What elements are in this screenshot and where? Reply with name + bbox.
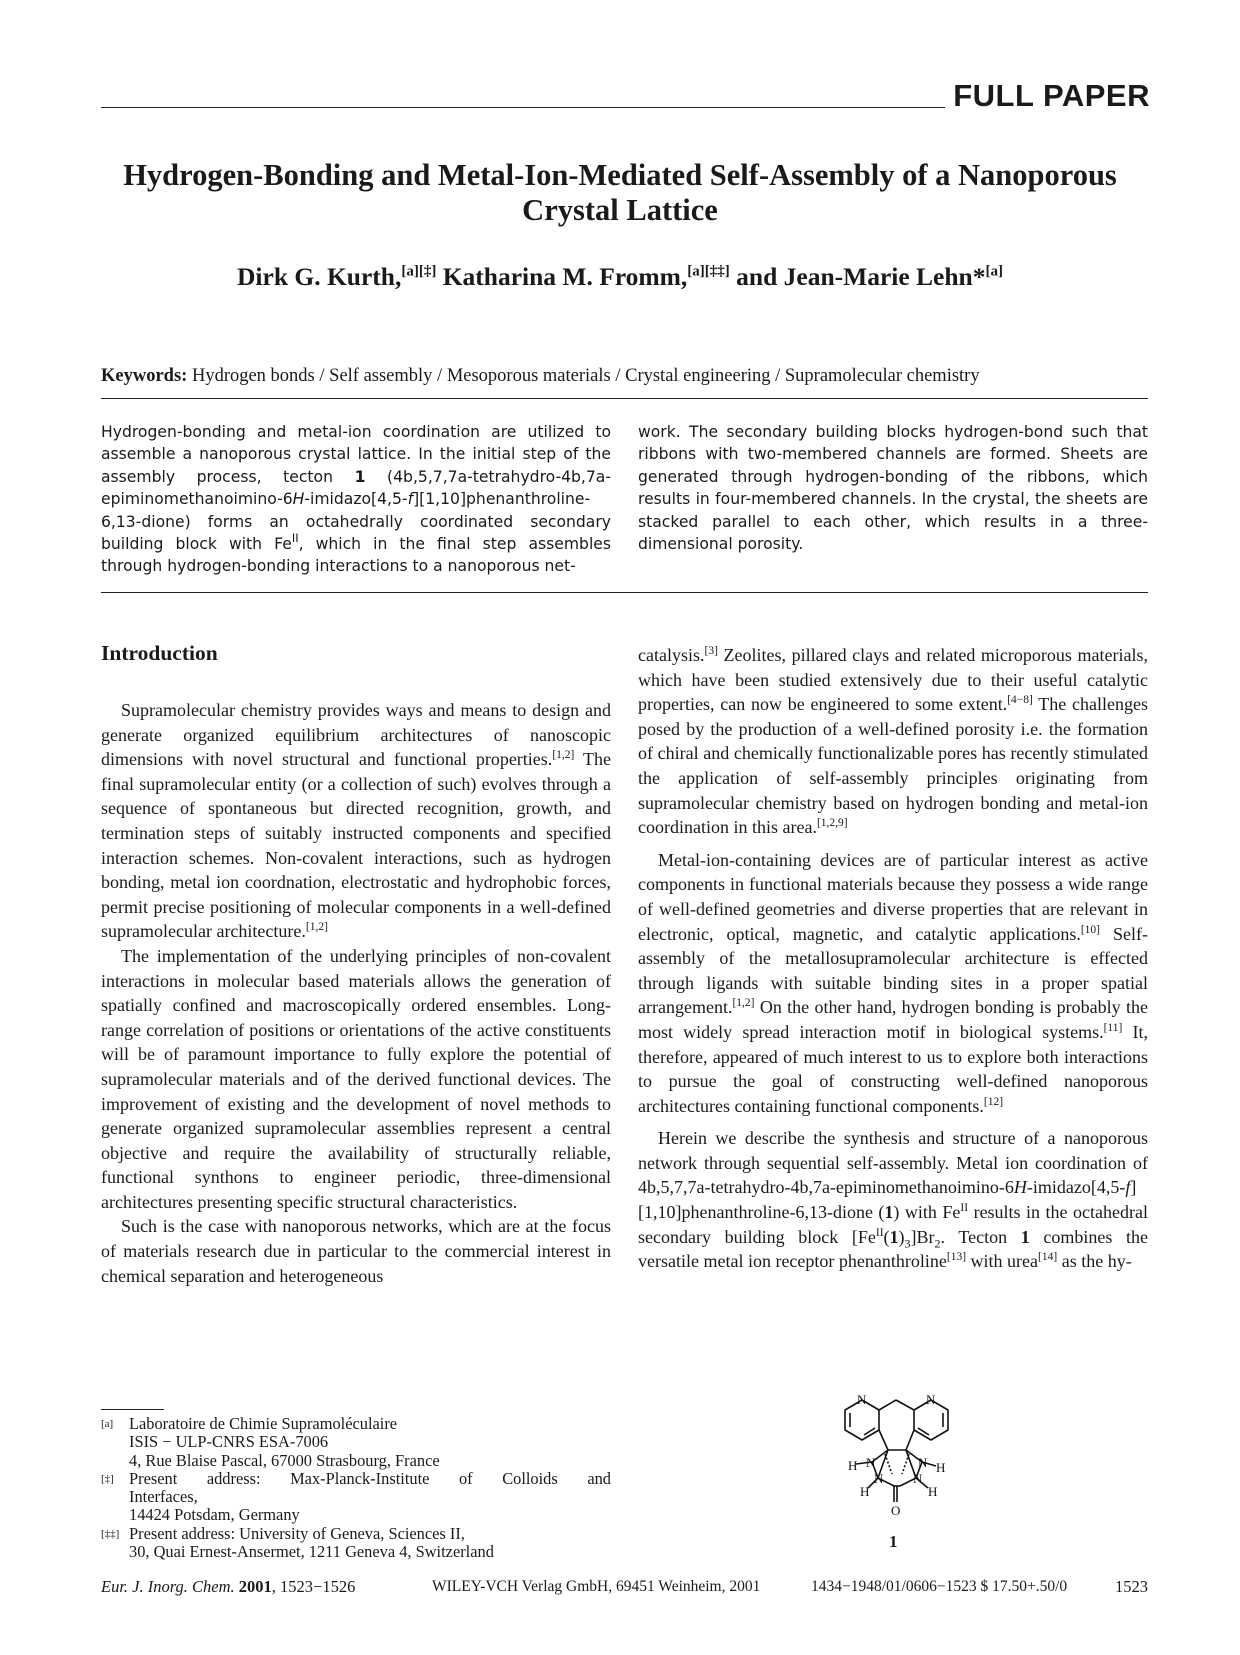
footer-journal: [101, 1577, 355, 1597]
footnote: [101, 1415, 611, 1470]
footnote-mark: [‡]: [101, 1472, 114, 1485]
abstract-italic: f: [407, 490, 414, 509]
journal-pages: , 1523−1526: [271, 1577, 356, 1596]
author-affiliation: [a][‡‡]: [687, 263, 730, 280]
bond: [879, 1400, 896, 1410]
footnote-line: ISIS − ULP-CNRS ESA-7006: [129, 1432, 329, 1452]
footnote: [101, 1525, 611, 1562]
bond: [896, 1400, 914, 1410]
abstract-text: work. The secondary building blocks hydrogen-bond such that ribbons with two-membered channels are formed. Sheets are generated through hydrogen-bonding of the ribbons, which results in four-membered channels. In the crystal, the sheets are stacked parallel to each other, which results in a three-dimensional porosity.: [638, 423, 1148, 554]
keywords-label: Keywords:: [101, 366, 188, 386]
footnotes: [101, 1415, 611, 1561]
atom-label: O: [891, 1503, 901, 1518]
author-affiliation: [a]: [985, 263, 1003, 280]
oxidation-state: II: [291, 531, 299, 546]
author-affiliation: [a][‡]: [401, 263, 437, 280]
footnote-line: Present address: University of Geneva, Sciences II,: [129, 1523, 465, 1543]
citation: [1,2]: [305, 921, 328, 934]
author-name: Dirk G. Kurth,: [237, 262, 402, 291]
article-title: Hydrogen-Bonding and Metal-Ion-Mediated Self-Assembly of a Nanoporous Crystal Lattice: [123, 158, 1117, 227]
atom-label: N: [857, 1392, 867, 1407]
paragraph: The implementation of the underlying principles of non-covalent interactions in molecular based materials allows the generation of spatially confined and macroscopically ordered ensembles. Long-range correlation of positions or orientations of the active constituents will be of paramount importance to fully explore the potential of supramolecular materials and of the derived functional devices. The improvement of existing and the development of novel methods to generate organized supramolecular assemblies represent a central objective and require the availability of structurally reliable, functional synthons to engineer periodic, three-dimensional architectures presenting specific structural characteristics.: [101, 945, 611, 1212]
atom-label: N: [918, 1455, 928, 1470]
keywords: [101, 366, 980, 387]
abstract-text: , which in the final step assembles through hydrogen-bonding interactions to a nanoporous net-: [101, 535, 612, 576]
abstract-right-column: [638, 421, 1148, 555]
journal-year: 2001: [238, 1577, 272, 1596]
footer-issn: 1434−1948/01/0606−1523 $ 17.50+.50/0: [811, 1578, 1068, 1595]
footer-publisher: WILEY-VCH Verlag GmbH, 69451 Weinheim, 2001: [432, 1578, 761, 1595]
page-number: 1523: [1115, 1577, 1148, 1596]
citation: [12]: [983, 1095, 1004, 1108]
footnote: [101, 1470, 611, 1525]
citation: [10]: [1080, 923, 1100, 936]
atom-label: H: [848, 1458, 858, 1473]
chemical-structure-diagram: [830, 1390, 965, 1520]
atom-label: H: [860, 1484, 870, 1499]
footnote-line: Present address: Max-Planck-Institute of Colloids and: [129, 1468, 611, 1488]
paragraph: Metal-ion-containing devices are of particular interest as active components in functional materials because they possess a wide range of well-defined geometries and diverse properties that are relevant in electronic, optical, magnetic, and catalytic applications.[10] Self-assembly of the metallosupramolecular architecture is effected through ligands with suitable binding sites in a proper spatial arrangement.[1,2] On the other hand, hydrogen bonding is probably the most widely spread interaction motif in biological systems.[11] It, therefore, appeared of much interest to us to explore both interactions to pursue the goal of constructing well-defined nanoporous architectures containing functional components.[12]: [638, 849, 1148, 1116]
atom-label: N: [866, 1455, 876, 1470]
abstract-text: (4b,5,7,7a-tetrahydro-4b,7a-epiminomethanoimino-6: [101, 467, 611, 509]
abstract-left-column: [101, 421, 611, 578]
citation: [14]: [1038, 1251, 1058, 1264]
atom-label: N: [913, 1471, 923, 1486]
body-left-column: [101, 698, 611, 1288]
footnote-mark: [a]: [101, 1418, 114, 1430]
bond: [879, 1430, 888, 1450]
bond: [906, 1430, 914, 1450]
body-right-column: [638, 643, 1148, 1274]
paragraph: Supramolecular chemistry provides ways and means to design and generate organized equilibrium architectures of nanoscopic dimensions with novel structural and functional properties.[1,2] The final supramolecular entity (or a collection of such) evolves through a sequence of spontaneous but directed recognition, growth, and termination steps of suitably instructed components and specified interaction schemes. Non-covalent interactions, such as hydrogen bonding, metal ion coordnation, electrostatic and hydrophobic forces, permit precise positioning of molecular components in a well-defined supramolecular architecture.[1,2]: [101, 700, 612, 942]
compound-ref: 1: [354, 467, 366, 486]
citation: [4−8]: [1007, 694, 1033, 707]
citation: [11]: [1103, 1021, 1123, 1034]
footnote-line: 30, Quai Ernest-Ansermet, 1211 Geneva 4, Switzerland: [129, 1542, 494, 1562]
keywords-rule: [101, 398, 1148, 399]
footnote-mark: [‡‡]: [101, 1527, 120, 1540]
paragraph: Such is the case with nanoporous networks, which are at the focus of materials research due in particular to the commercial interest in chemical separation and heterogeneous: [101, 1216, 611, 1286]
abstract-rule: [101, 592, 1148, 593]
footnote-line: Laboratoire de Chimie Supramoléculaire: [129, 1414, 398, 1433]
citation: [3]: [704, 645, 718, 657]
paragraph: catalysis.[3] Zeolites, pillared clays and related microporous materials, which have been studied extensively due to their useful catalytic properties, can now be engineered to some extent.[4−8] The challenges posed by the production of a well-defined porosity i.e. the formation of chiral and chemically functionalizable pores has recently stimulated the application of self-assembly principles originating from supramolecular chemistry based on hydrogen bonding and metal-ion coordination in this area.[1,2,9]: [638, 645, 1149, 838]
author-name: and Jean-Marie Lehn*: [736, 262, 986, 291]
footnote-line: 14424 Potsdam, Germany: [129, 1505, 300, 1525]
citation: [13]: [946, 1251, 967, 1264]
footnote-rule: [101, 1409, 164, 1410]
citation: [1,2]: [732, 997, 755, 1010]
paragraph: Herein we describe the synthesis and structure of a nanoporous network through sequential self-assembly. Metal ion coordination of 4b,5,7,7a-tetrahydro-4b,7a-epiminomethanoimino-6H-imidazo[4,5-f][1,10]phenanthroline-6,13-dione (1) with $Fe^{II}$ results in the octahedral secondary building block $[Fe^{II}(1)_3]Br_2$. Tecton 1 combines the versatile metal ion receptor phenanthroline[13] with urea[14] as the hy-: [638, 1128, 1148, 1272]
atom-label: H: [928, 1484, 938, 1499]
atom-label: N: [926, 1392, 936, 1407]
compound-number-label: 1: [889, 1532, 898, 1551]
citation: [1,2,9]: [816, 817, 848, 830]
abstract-text: ][1,10]phenanthroline-6,13-dione) forms an octahedrally coordinated secondary building block with Fe: [101, 490, 611, 554]
footnote-line: 4, Rue Blaise Pascal, 67000 Strasbourg, France: [129, 1450, 440, 1470]
keywords-text: Hydrogen bonds / Self assembly / Mesoporous materials / Crystal engineering / Supramolecular chemistry: [191, 366, 980, 386]
paper-type-label: FULL PAPER: [953, 78, 1150, 113]
atom-label: N: [874, 1471, 884, 1486]
header-rule: [101, 107, 945, 108]
citation: [1,2]: [552, 749, 575, 762]
section-heading: Introduction: [101, 641, 218, 665]
journal-name: Eur. J. Inorg. Chem.: [101, 1577, 235, 1596]
atom-label: H: [936, 1460, 946, 1475]
author-list: [100, 262, 1140, 292]
author-name: Katharina M. Fromm,: [442, 262, 688, 291]
abstract-text: -imidazo[4,5-: [304, 490, 408, 509]
abstract-italic: H: [292, 490, 305, 509]
abstract-text: Hydrogen-bonding and metal-ion coordination are utilized to assemble a nanoporous crystal lattice. In the initial step of the assembly process, tecton: [101, 423, 611, 486]
footnote-line: Interfaces,: [129, 1487, 198, 1507]
